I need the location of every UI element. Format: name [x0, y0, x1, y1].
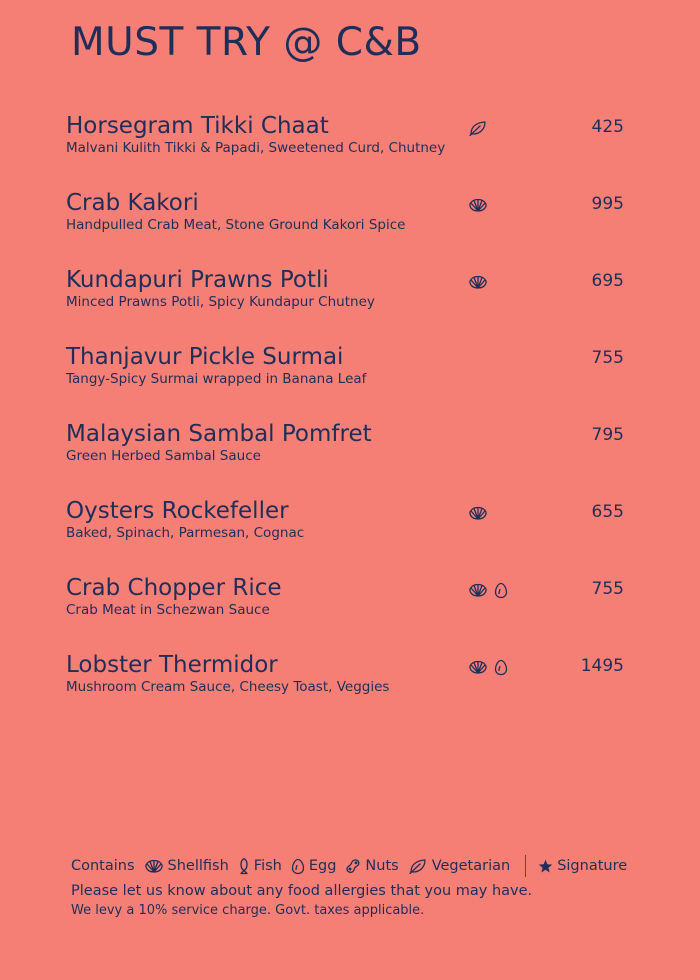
legend-label: Vegetarian: [431, 858, 511, 874]
menu-item-description: Baked, Spinach, Parmesan, Cognac: [66, 525, 305, 541]
legend-label: Fish: [253, 858, 282, 874]
legend-label: Egg: [308, 858, 337, 874]
menu-item-allergen-icons: [468, 195, 488, 215]
legend-entry: [238, 857, 282, 875]
menu-item: [0, 497, 700, 574]
menu-item-price: 755: [591, 348, 624, 368]
shellfish-icon: [468, 505, 488, 521]
menu-item-description: Malvani Kulith Tikki & Papadi, Sweetened Curd, Chutney: [66, 140, 446, 156]
egg-icon: [494, 582, 508, 599]
legend-entry: [144, 858, 229, 874]
egg-icon: [291, 858, 309, 875]
shellfish-icon: [468, 659, 488, 675]
menu-item: [0, 574, 700, 651]
menu-item-name: Malaysian Sambal Pomfret: [66, 421, 372, 447]
shellfish-icon: [468, 274, 488, 290]
legend-entry-signature: [538, 858, 627, 874]
menu-item-allergen-icons: [468, 580, 508, 600]
menu-item-price: 1495: [580, 656, 624, 676]
star-icon: [538, 859, 557, 874]
legend-divider: [525, 855, 526, 877]
menu-item-name: Crab Chopper Rice: [66, 575, 282, 601]
menu-item: [0, 343, 700, 420]
shellfish-icon: [468, 197, 488, 213]
menu-item-name: Horsegram Tikki Chaat: [66, 113, 329, 139]
menu-item-name: Oysters Rockefeller: [66, 498, 289, 524]
menu-item: [0, 420, 700, 497]
legend-entry: [291, 858, 337, 875]
menu-item-name: Crab Kakori: [66, 190, 199, 216]
menu-item-name: Thanjavur Pickle Surmai: [66, 344, 344, 370]
legend-label: Nuts: [365, 858, 399, 874]
egg-icon: [494, 659, 508, 676]
menu-item-description: Tangy-Spicy Surmai wrapped in Banana Leaf: [66, 371, 367, 387]
menu-item-name: Kundapuri Prawns Potli: [66, 267, 329, 293]
shellfish-icon: [468, 582, 488, 598]
nuts-icon: [345, 858, 365, 874]
menu-item-price: 695: [591, 271, 624, 291]
page-title: MUST TRY @ C&B: [71, 20, 422, 65]
menu-item-price: 425: [591, 117, 624, 137]
menu-item-allergen-icons: [468, 118, 488, 138]
menu-item-price: 755: [591, 579, 624, 599]
legend-entry: [345, 858, 398, 874]
menu-item: [0, 189, 700, 266]
menu-item-price: 795: [591, 425, 624, 445]
menu-item-name: Lobster Thermidor: [66, 652, 278, 678]
shellfish-icon: [144, 858, 168, 874]
legend-label: Shellfish: [167, 858, 229, 874]
allergen-legend: [71, 856, 671, 876]
menu-item-description: Minced Prawns Potli, Spicy Kundapur Chutney: [66, 294, 375, 310]
fish-icon: [238, 857, 254, 875]
menu-item-allergen-icons: [468, 657, 508, 677]
menu-item: [0, 266, 700, 343]
legend-contains-label: Contains: [71, 858, 135, 874]
service-charge-note: We levy a 10% service charge. Govt. taxes applicable.: [71, 903, 425, 918]
menu-item: [0, 112, 700, 189]
vegetarian-icon: [408, 858, 432, 874]
allergy-note: Please let us know about any food allergies that you may have.: [71, 883, 533, 899]
legend-label: Signature: [557, 858, 628, 874]
menu-item-allergen-icons: [468, 503, 488, 523]
vegetarian-icon: [468, 120, 488, 136]
menu-item-description: Green Herbed Sambal Sauce: [66, 448, 261, 464]
menu-item: [0, 651, 700, 728]
menu-item-description: Crab Meat in Schezwan Sauce: [66, 602, 270, 618]
legend-entry: [408, 858, 510, 874]
menu-list: [0, 112, 700, 728]
menu-item-description: Mushroom Cream Sauce, Cheesy Toast, Veggies: [66, 679, 390, 695]
menu-item-price: 995: [591, 194, 624, 214]
menu-item-price: 655: [591, 502, 624, 522]
menu-item-allergen-icons: [468, 272, 488, 292]
menu-item-description: Handpulled Crab Meat, Stone Ground Kakori Spice: [66, 217, 406, 233]
